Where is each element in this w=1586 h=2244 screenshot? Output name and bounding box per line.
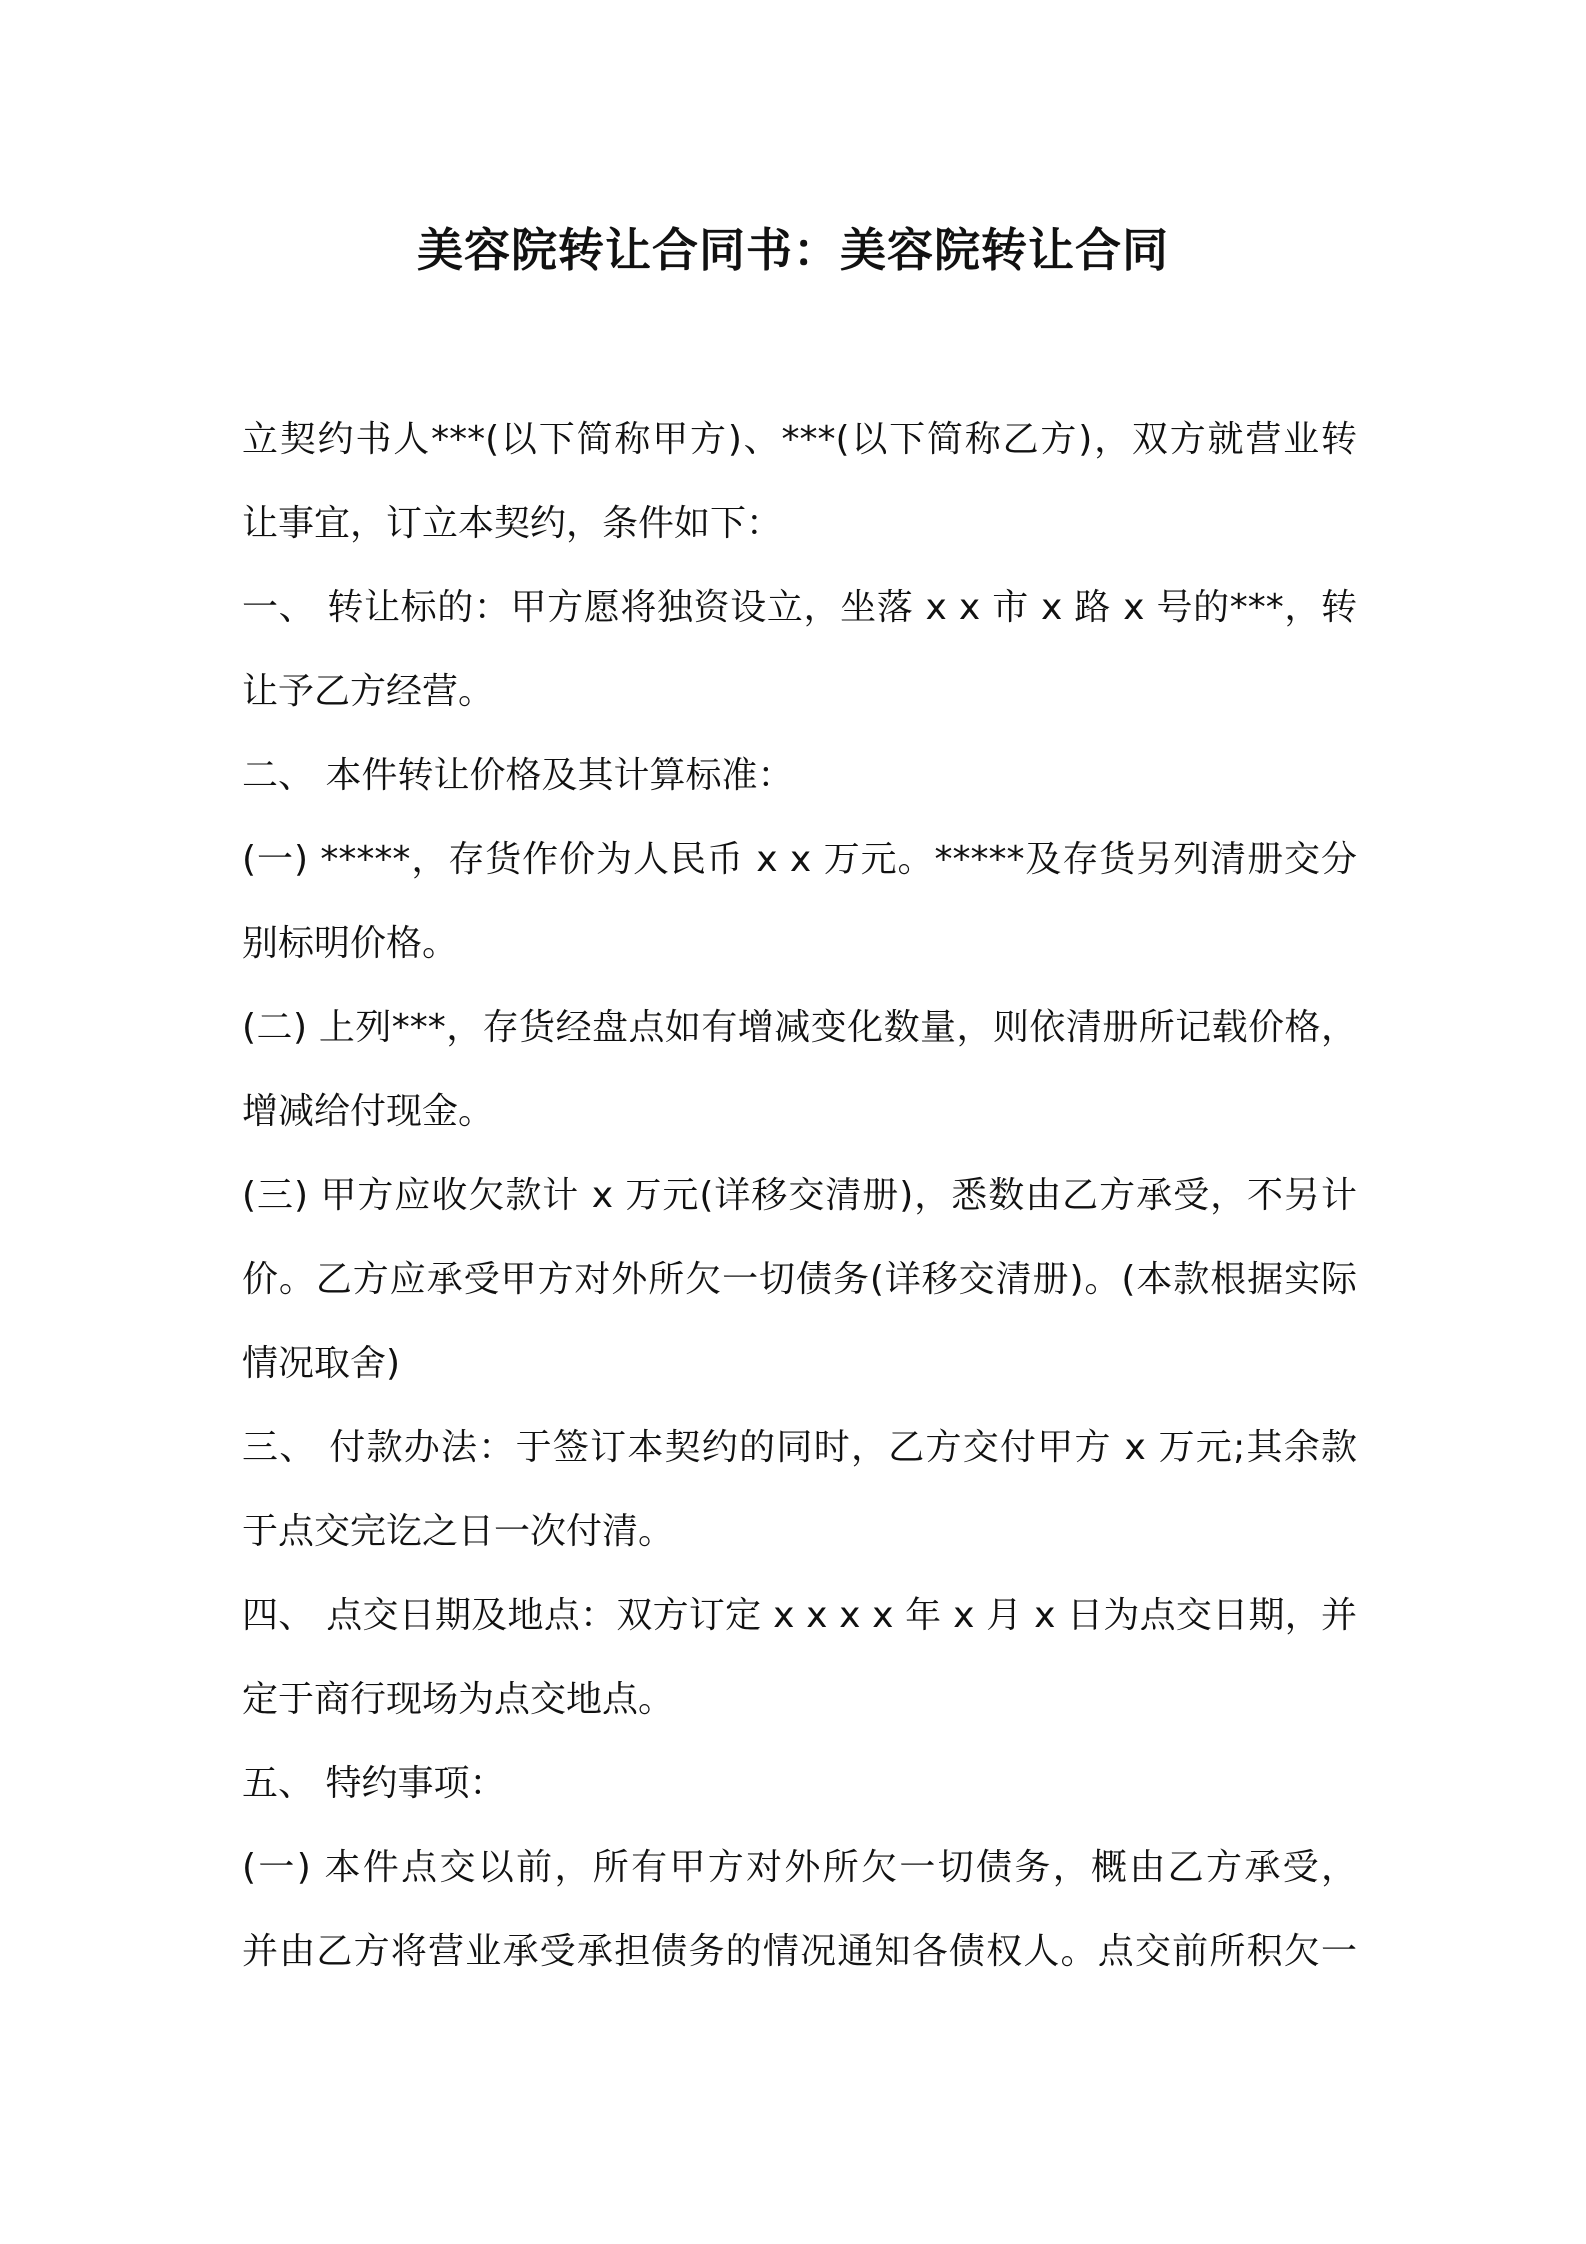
paragraph-line: 于点交完讫之日一次付清。: [242, 1511, 675, 1552]
paragraph-line: 三、 付款办法：于签订本契约的同时，乙方交付甲方 x 万元;其余款: [242, 1427, 1357, 1468]
paragraph-line: (二) 上列***，存货经盘点如有增减变化数量，则依清册所记载价格，: [242, 1007, 1357, 1048]
document-title: 美容院转让合同书：美容院转让合同: [417, 223, 1169, 277]
paragraph-line: (一) 本件点交以前，所有甲方对外所欠一切债务，概由乙方承受，: [242, 1847, 1357, 1888]
paragraph-line: 二、 本件转让价格及其计算标准：: [242, 755, 794, 796]
paragraph-line: (一) *****，存货作价为人民币 x x 万元。*****及存货另列清册交分: [242, 839, 1357, 880]
paragraph-line: 四、 点交日期及地点：双方订定 x x x x 年 x 月 x 日为点交日期，并: [242, 1595, 1357, 1636]
paragraph-line: 并由乙方将营业承受承担债务的情况通知各债权人。点交前所积欠一: [242, 1931, 1357, 1972]
document-body: [242, 398, 1357, 1994]
paragraph-line: 定于商行现场为点交地点。: [242, 1679, 675, 1720]
paragraph-line: 价。乙方应承受甲方对外所欠一切债务(详移交清册)。(本款根据实际: [242, 1259, 1357, 1300]
paragraph-line: 让予乙方经营。: [242, 671, 495, 712]
paragraph-line: 别标明价格。: [242, 923, 459, 964]
paragraph-line: 增减给付现金。: [242, 1091, 495, 1132]
paragraph-line: 五、 特约事项：: [242, 1763, 506, 1804]
paragraph-line: 让事宜，订立本契约，条件如下：: [242, 503, 783, 544]
paragraph-line: 立契约书人***(以下简称甲方)、***(以下简称乙方)，双方就营业转: [242, 419, 1357, 460]
paragraph-line: 情况取舍): [242, 1343, 401, 1384]
paragraph-line: (三) 甲方应收欠款计 x 万元(详移交清册)，悉数由乙方承受，不另计: [242, 1175, 1357, 1216]
paragraph-line: 一、 转让标的：甲方愿将独资设立，坐落 x x 市 x 路 x 号的***，转: [242, 587, 1357, 628]
